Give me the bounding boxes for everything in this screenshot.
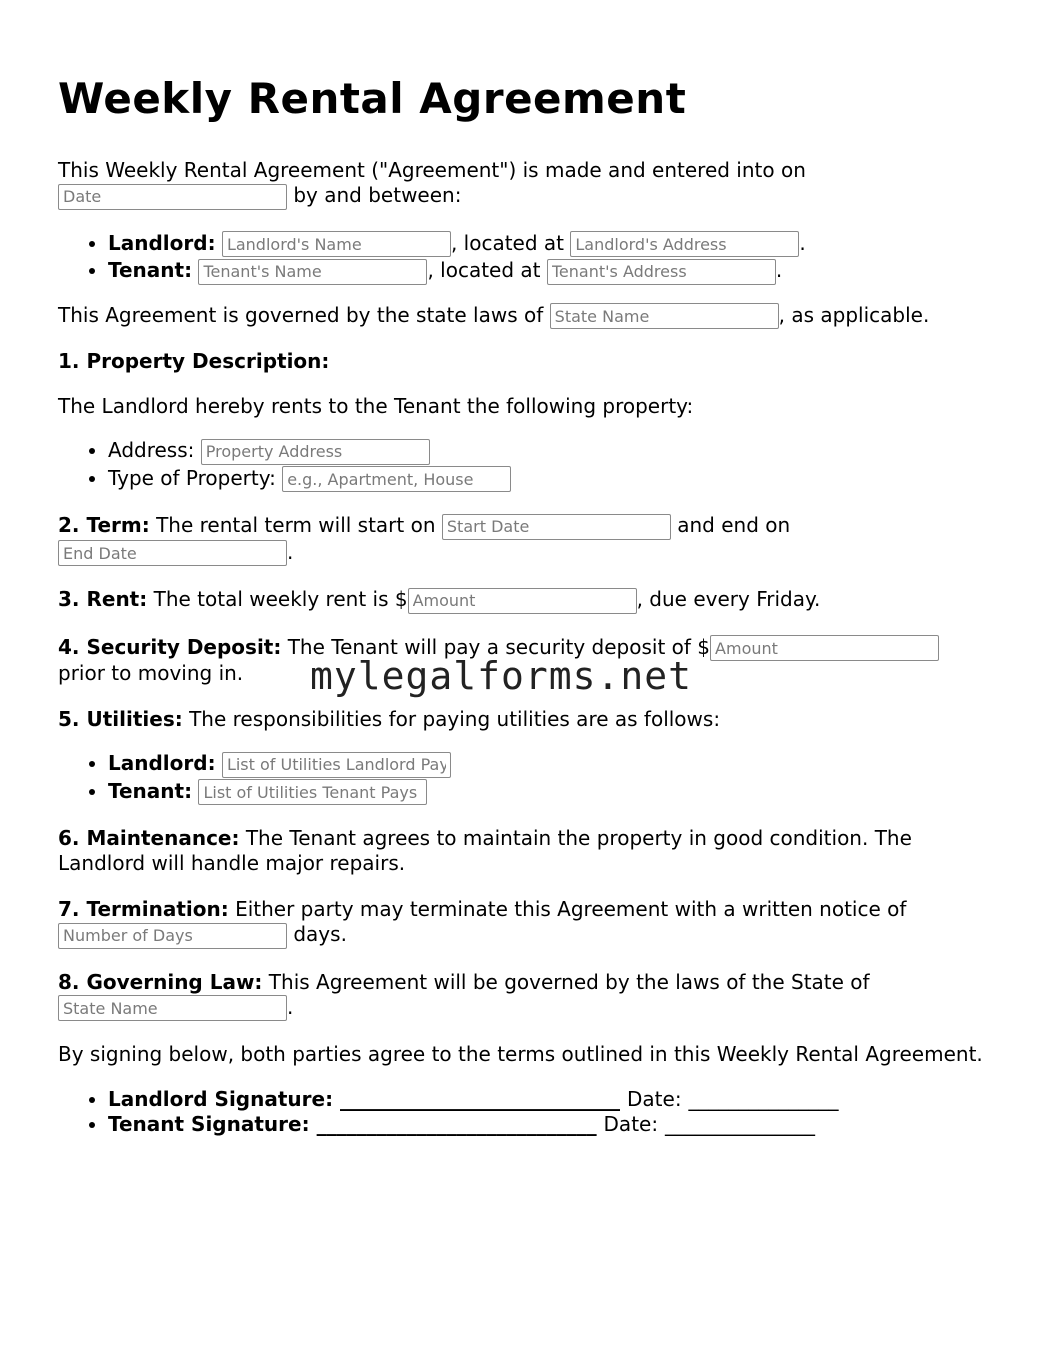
parties-list (58, 230, 988, 285)
governed-text: This Agreement is governed by the state laws of (58, 302, 544, 327)
section-3-rent (58, 587, 988, 614)
governed-after-text: , as applicable. (778, 302, 930, 327)
utilities-tenant-label: Tenant: (108, 778, 193, 803)
landlord-located-text: , located at (450, 230, 564, 255)
tenant-party-item (108, 257, 988, 285)
section-2-heading: 2. Term: (58, 513, 150, 537)
deposit-amount-input[interactable] (710, 635, 939, 661)
signature-list (58, 1087, 988, 1137)
utilities-landlord-item (108, 750, 988, 778)
tenant-located-text: , located at (427, 258, 541, 282)
property-list (58, 437, 988, 492)
governed-paragraph (58, 303, 988, 330)
tenant-label: Tenant: (108, 258, 193, 282)
section-4-text: The Tenant will pay a security deposit of $ (287, 634, 711, 659)
intro-paragraph (58, 158, 988, 210)
tenant-signature-item (108, 1112, 988, 1137)
tenant-signature-line[interactable]: ____________________________ (316, 1112, 597, 1136)
tenant-utilities-input[interactable] (198, 779, 427, 805)
section-6-text: The Tenant agrees to maintain the property in good condition. The Landlord will handle major repairs. (58, 826, 912, 875)
property-address-item (108, 437, 988, 465)
property-address-label: Address: (108, 438, 195, 462)
intro-text: This Weekly Rental Agreement ("Agreement") is made and entered into on (58, 158, 806, 182)
watermark-text: mylegalforms.net (310, 654, 693, 698)
section-4-after-text: prior to moving in. (58, 661, 244, 685)
landlord-signature-line[interactable]: ____________________________ (340, 1087, 621, 1111)
page-title: Weekly Rental Agreement (58, 74, 687, 123)
section-3-after-text: , due every Friday. (636, 587, 821, 611)
utilities-landlord-label: Landlord: (108, 751, 216, 775)
section-7-heading: 7. Termination: (58, 897, 229, 921)
landlord-utilities-input[interactable] (222, 752, 451, 778)
agreement-date-input[interactable] (58, 184, 287, 210)
utilities-tenant-item (108, 778, 988, 806)
property-type-input[interactable] (282, 466, 511, 492)
section-1-heading: 1. Property Description: (58, 349, 330, 373)
property-address-input[interactable] (201, 439, 430, 465)
landlord-party-item (108, 230, 988, 258)
landlord-date-line[interactable]: _______________ (688, 1087, 839, 1111)
landlord-signature-item (108, 1087, 988, 1112)
tenant-date-label: Date: (603, 1112, 659, 1136)
section-2-text: The rental term will start on (156, 513, 436, 537)
section-3-heading: 3. Rent: (58, 587, 148, 611)
rent-amount-input[interactable] (408, 588, 637, 614)
section-7-after-text: days. (293, 922, 347, 946)
section-6-maintenance (58, 826, 988, 876)
section-8-governing-law (58, 970, 988, 1022)
intro-after-text: by and between: (293, 183, 462, 207)
closing-paragraph: By signing below, both parties agree to the terms outlined in this Weekly Rental Agreement. (58, 1042, 983, 1066)
landlord-date-label: Date: (627, 1087, 682, 1111)
document-page (58, 70, 988, 1137)
tenant-signature-label: Tenant Signature: (108, 1112, 310, 1136)
landlord-signature-label: Landlord Signature: (108, 1087, 334, 1111)
landlord-end: . (799, 230, 806, 255)
section-8-end: . (287, 994, 294, 1019)
property-type-label: Type of Property: (108, 465, 276, 490)
governing-state-input[interactable] (550, 303, 779, 329)
utilities-list (58, 750, 988, 805)
section-4-heading: 4. Security Deposit: (58, 634, 282, 659)
tenant-address-input[interactable] (547, 259, 776, 285)
section-2-middle-text: and end on (677, 513, 791, 537)
property-type-item (108, 465, 988, 493)
section-2-end: . (287, 539, 294, 564)
section-6-heading: 6. Maintenance: (58, 826, 240, 850)
section-2-term (58, 513, 988, 566)
landlord-address-input[interactable] (570, 231, 799, 257)
landlord-label: Landlord: (108, 230, 216, 255)
section-7-termination (58, 897, 988, 949)
section-8-heading: 8. Governing Law: (58, 969, 263, 994)
governing-law-state-input[interactable] (58, 995, 287, 1021)
section-5-heading: 5. Utilities: (58, 707, 183, 731)
start-date-input[interactable] (442, 514, 671, 540)
tenant-date-line[interactable]: _______________ (665, 1112, 816, 1136)
section-8-text: This Agreement will be governed by the laws of the State of (268, 969, 870, 994)
section-1-text: The Landlord hereby rents to the Tenant the following property: (58, 394, 694, 418)
notice-days-input[interactable] (58, 923, 287, 949)
section-5-text: The responsibilities for paying utilities are as follows: (189, 707, 721, 731)
landlord-name-input[interactable] (222, 231, 451, 257)
tenant-end: . (775, 258, 783, 282)
section-7-text: Either party may terminate this Agreement with a written notice of (235, 897, 907, 921)
tenant-name-input[interactable] (198, 259, 427, 285)
section-3-text: The total weekly rent is $ (153, 587, 408, 611)
section-5-utilities (58, 707, 988, 732)
end-date-input[interactable] (58, 540, 287, 566)
